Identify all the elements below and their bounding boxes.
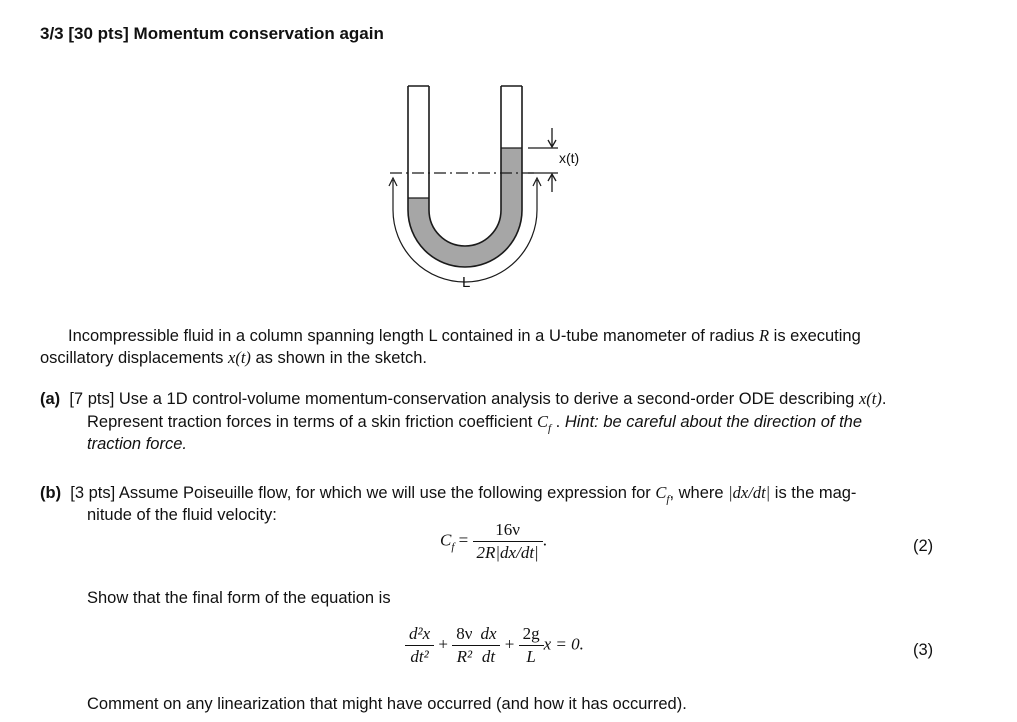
show-text: Show that the final form of the equation is [87,589,391,607]
equation-2: $C_f$ = $\frac{16\nu}{2R|dx/dt|}$ . [440,520,547,562]
comment-text: Comment on any linearization that might have occurred (and how it has occurred). [87,695,687,713]
manometer-inner-wall [429,86,501,246]
part-a-line-1: (a) [7 pts] Use a 1D control-volume momentum-conservation analysis to derive a second-order ODE describing x(t). [40,389,887,408]
part-a-line-2: Represent traction forces in terms of a skin friction coefficient $C_f$ . Hint: be careful about the direction of the [87,412,863,435]
intro-line-2: oscillatory displacements x(t) as shown in the sketch. [40,348,428,367]
intro-line-1: Incompressible fluid in a column spanning length L contained in a U-tube manometer of radius R is executing [68,326,861,345]
x-of-t-label: x(t) [559,150,580,166]
length-label: L [462,274,471,291]
u-tube-manometer-icon [380,80,600,295]
equation-2-number: (2) [913,537,934,555]
manometer-fluid [408,148,522,267]
problem-heading: 3/3 [30 pts] Momentum conservation again [40,24,384,43]
equation-3: $\frac{\text{d²x}}{\text{dt²}}$ + $\frac{8\nu}{\text{R²}}$ $\frac{dx}{dt}$ + $\frac{2g}{L}$ x = 0. [405,624,584,667]
part-a-hint-end: traction force. [87,435,187,453]
part-b-line-2: nitude of the fluid velocity: [87,506,277,524]
part-b-line-1: (b) [3 pts] Assume Poiseuille flow, for which we will use the following expression for $C_f$, where |dx/dt| is the mag- [40,483,857,506]
equation-3-number: (3) [913,641,934,659]
